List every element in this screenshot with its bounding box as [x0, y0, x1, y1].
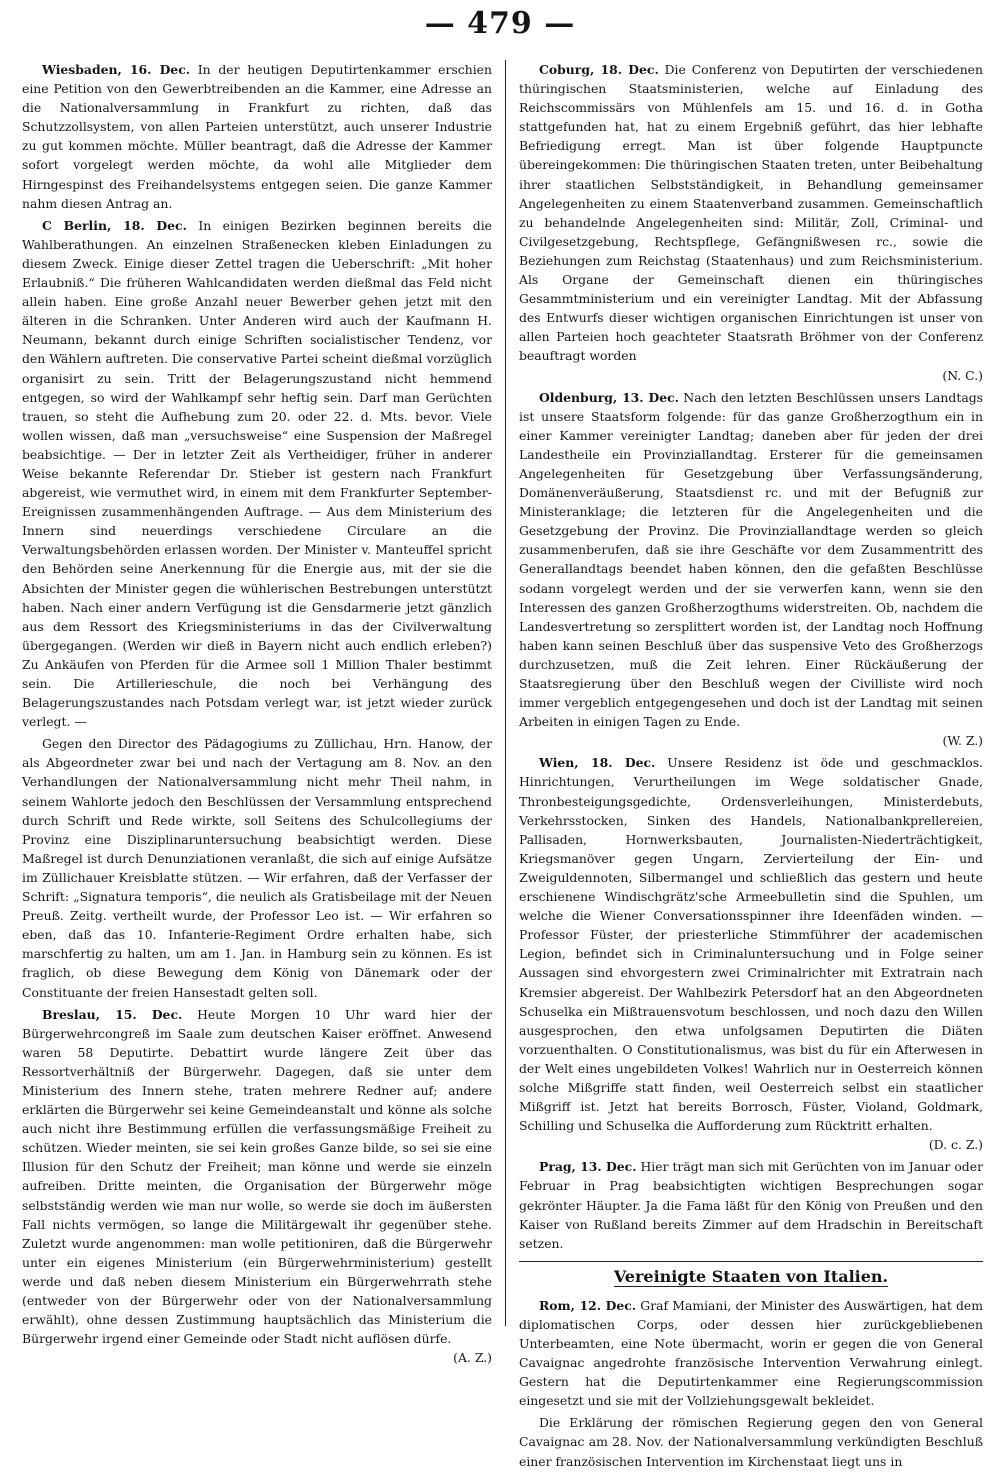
article-dateline: Wiesbaden, 16. Dec.	[42, 62, 191, 77]
article-text: In der heutigen Deputirtenkammer erschien eine Petition von den Gewerbtreibenden an die Kammer, eine Adresse an die Nationalversammlung in Frankfurt zu richten, daß das Schutzzollsystem, von allen Parteien unterstützt, auch unserer Industrie zu gut kommen möchte. Müller beantragt, daß die Adresse der Kammer sofort vorgelegt werden möchte, da wohl alle Mitglieder dem Hirngespinst des Freihandelsystems entgegen seien. Die ganze Kammer nahm diesen Antrag an.	[22, 62, 492, 211]
page-number: — 479 —	[424, 6, 576, 41]
section-heading	[519, 1261, 983, 1290]
column-divider	[505, 60, 506, 1326]
article	[519, 1413, 983, 1470]
article-source: (D. c. Z.)	[928, 1137, 983, 1153]
article	[22, 1005, 492, 1368]
right-column	[519, 60, 983, 1474]
article-source: (A. Z.)	[453, 1350, 492, 1366]
article	[22, 60, 492, 213]
article-dateline: Coburg, 18. Dec.	[539, 62, 659, 77]
article-text: Die Conferenz von Deputirten der verschiedenen thüringischen Staatsministerien, welche auf Einladung des Reichscommissärs von Mühlenfels am 15. und 16. d. in Gotha stattgefunden hat, hat zu einem Ergebniß geführt, das hier lebhafte Befriedigung erregt. Man ist über folgende Hauptpuncte übereingekommen: Die thüringischen Staaten treten, unter Beibehaltung ihrer staatlichen Selbstständigkeit, in Behandlung gemeinsamer Angelegenheiten zu einem Staatenverband zusammen. Gemeinschaftlich zu behandelnde Angelegenheiten sind: Militär, Zoll, Criminal- und Civilgesetzgebung, Rechtspflege, Gefängnißwesen rc., sowie die Beziehungen zum Reichstag (Staatenhaus) und zum Reichsministerium. Als Organe der Gemeinschaft dienen ein thüringisches Gesammtministerium und ein vereinigter Landtag. Mit der Abfassung des Entwurfs dieser wichtigen organischen Einrichtungen ist unser von allen Parteien hoch geachteter Staatsrath Bröhmer von der Conferenz beauftragt worden	[519, 62, 983, 364]
article	[22, 216, 492, 732]
article	[519, 388, 983, 751]
article	[519, 1157, 983, 1252]
article-dateline: Rom, 12. Dec.	[539, 1297, 637, 1313]
article	[519, 753, 983, 1154]
article	[22, 734, 492, 1001]
article-text: Nach den letzten Beschlüssen unsers Landtags ist unsere Staatsform folgende: für das ganze Großherzogthum ein in einer Kammer vereinigter Landtag; daneben aber für jeden der drei Landestheile ein Provinziallandtag. Ersterer für die gemeinsamen Angelegenheiten für Gesetzgebung über Verfassungsänderung, Domänenveräußerung, Staatsdienst rc. und mit der Befugniß zur Ministeranklage; die letzteren für die Angelegenheiten und die Gesetzgebung der Provinz. Die Provinziallandtage werden so gleich zusammenberufen, daß sie ihre Geschäfte vor dem Zusammentritt des Generallandtags beendet haben können, den die gefaßten Beschlüsse sodann vorgelegt werden und der sie verwerfen kann, wenn sie den Interessen des ganzen Großherzogthums widerstreiten. Ob, nachdem die Landesvertretung so zersplittert worden ist, der Landtag noch Hoffnung haben kann seinen Beschluß über das suspensive Veto des Großherzogs durchzusetzen, muß die Zeit lehren. Einer Rückäußerung der Staatsregierung über den Beschluß wegen der Civilliste wird noch immer vergeblich entgegengesehen und doch ist der Landtag mit seinen Arbeiten in einigen Tagen zu Ende.	[519, 389, 983, 730]
article-dateline: Breslau, 15. Dec.	[42, 1006, 183, 1022]
article	[519, 1296, 983, 1411]
article-dateline: Wien, 18. Dec.	[539, 755, 656, 771]
article-dateline: Oldenburg, 13. Dec.	[539, 389, 679, 405]
section-heading-text: Vereinigte Staaten von Italien.	[613, 1266, 889, 1286]
left-column	[22, 60, 492, 1370]
article-text: Graf Mamiani, der Minister des Auswärtigen, hat dem diplomatischen Corps, oder dessen hier zurückgebliebenen Unterbeamten, eine Note übermacht, worin er gegen die von General Cavaignac angedrohte französische Intervention Verwahrung einlegt. Gestern hat die Deputirtenkammer eine Regierungscommission eingesetzt und sie mit der Vollziehungsgewalt bekleidet.	[519, 1297, 983, 1409]
article-source: (N. C.)	[942, 367, 983, 383]
article-text: Gegen den Director des Pädagogiums zu Züllichau, Hrn. Hanow, der als Abgeordneter zwar bei und nach der Vertagung am 8. Nov. an den Verhandlungen der Nationalversammlung nicht mehr Theil nahm, in seinem Wahlorte jedoch den Beschlüssen der Versammlung entsprechend durch Schrift und Rede wirkte, soll Seitens des Schulcollegiums der Provinz eine Disziplinaruntersuchung beabsichtigt werden. Diese Maßregel ist durch Denunziationen veranlaßt, die sich auf einige Aufsätze im Züllichauer Kreisblatte stützen. — Wir erfahren, daß der Verfasser der Schrift: „Signatura temporis“, die neulich als Gratisbeilage mit der Neuen Preuß. Zeitg. vertheilt wurde, der Professor Leo ist. — Wir erfahren so eben, daß das 10. Infanterie-Regiment Ordre erhalten habe, sich marschfertig zu halten, um am 1. Jan. in Hamburg sein zu können. Es ist fraglich, ob diese Bewegung dem König von Dänemark oder der Constituante der freien Hansestadt gelten soll.	[22, 736, 492, 1000]
article	[519, 60, 983, 385]
article-dateline: C Berlin, 18. Dec.	[42, 217, 187, 233]
article-text: In einigen Bezirken beginnen bereits die Wahlberathungen. An einzelnen Straßenecken kleben Einladungen zu diesem Zweck. Einige dieser Zettel tragen die Ueberschrift: „Mit hoher Erlaubniß.“ Die früheren Wahlcandidaten werden dießmal das Feld nicht allein haben. Eine große Anzahl neuer Bewerber gehen jetzt mit den älteren in die Schranken. Unter Anderen wird auch der Kaufmann H. Neumann, bekannt durch einige Schriften socialistischer Tendenz, vor den Wählern auftreten. Die conservative Partei scheint dießmal vorzüglich organisirt zu sein. Tritt der Belagerungszustand nicht hemmend entgegen, so wird der Wahlkampf sehr heftig sein. Darf man Gerüchten trauen, so steht die Aufhebung zum 20. oder 22. d. Mts. bevor. Viele wollen wissen, daß man „versuchsweise“ eine Suspension der Maßregel beabsichtige. — Der in letzter Zeit als Vertheidiger, früher in anderer Weise bekannte Referendar Dr. Stieber ist gestern nach Frankfurt abgereist, wie vermuthet wird, in einem mit dem Frankfurter September-Ereignissen zusammenhängenden Auftrage. — Aus dem Ministerium des Innern sind neuerdings verschiedene Circulare an die Verwaltungsbehörden erlassen worden. Der Minister v. Manteuffel spricht den Behörden seine Anerkennung für die Energie aus, mit der sie die Absichten der Minister gegen die wühlerischen Bestrebungen unterstützt haben. Nach einer andern Verfügung ist die Gensdarmerie jetzt gänzlich aus dem Ressort des Kriegsministeriums in das der Civilverwaltung übergegangen. (Werden wir dieß in Bayern nicht auch endlich erleben?) Zu Ankäufen von Pferden für die Armee soll 1 Million Thaler bestimmt sein. Die Artillerieschule, die noch bei Verhängung des Belagerungszustandes nach Potsdam verlegt war, ist jetzt wieder zurück verlegt. —	[22, 217, 492, 730]
article-text: Die Erklärung der römischen Regierung gegen den von General Cavaignac am 28. Nov. der Nationalversammlung verkündigten Beschluß einer französischen Intervention im Kirchenstaat liegt uns in	[519, 1415, 983, 1469]
article-text: Hier trägt man sich mit Gerüchten von im Januar oder Februar in Prag beabsichtigten wichtigen Besprechungen sogar gekrönter Häupter. Ja die Fama läßt für den König von Preußen und den Kaiser von Rußland bereits Zimmer auf dem Hradschin in Bereitschaft setzen.	[519, 1159, 983, 1251]
article-text: Unsere Residenz ist öde und geschmacklos. Hinrichtungen, Verurtheilungen im Wege soldatischer Gnade, Thronbesteigungsgedichte, Ordensverleihungen, Ministerdebuts, Verkehrsstocken, Sinken des Handels, Nationalbankprellereien, Pallisaden, Hornwerksbauten, Journalisten-Niederträchtigkeit, Kriegsmanöver gegen Ungarn, Zervierteilung der Ein- und Zweiguldennoten, Silbermangel und schließlich das gestern und heute erschienene Windischgrätz'sche Armeebulletin sind die Spuhlen, um welche die Wiener Conversationsspinner ihre Ideenfäden winden. — Professor Füster, der priesterliche Stimmführer der academischen Legion, befindet sich in Criminaluntersuchung und in Folge seiner Aussagen sind ehvorgestern zwei Criminalrichter mit Extratrain nach Kremsier abgereist. Der Wahlbezirk Petersdorf hat an den Abgeordneten Schuselka ein Mißtrauensvotum beschlossen, und noch dazu den Willen ausgesprochen, den etwa unfolgsamen Deputirten die Diäten vorzuenthalten. O Constitutionalismus, was bist du für ein Afterwesen in der Welt eines ungebildeten Volkes! Wahrlich nur in Oesterreich können solche Mißgriffe statt finden, weil Oesterreich selbst ein staatlicher Mißgriff ist. Jetzt hat bereits Borrosch, Füster, Violand, Goldmark, Schilling und Schuselka die Aufforderung zum Rücktritt erhalten.	[519, 755, 983, 1134]
article-dateline: Prag, 13. Dec.	[539, 1159, 637, 1175]
article-source: (W. Z.)	[942, 733, 983, 749]
article-text: Heute Morgen 10 Uhr ward hier der Bürgerwehrcongreß im Saale zum deutschen Kaiser eröffnet. Anwesend waren 58 Deputirte. Debattirt wurde längere Zeit über das Ressortverhältniß der Bürgerwehr. Dagegen, daß sie unter dem Ministerium des Innern stehe, traten mehrere Redner auf; andere erklärten die Bürgerwehr sei keine Gemeindeanstalt und könne als solche auch nicht ihre Bestimmung erfüllen die verfassungsmäßige Freiheit zu schützen. Wieder meinten, sie sei kein großes Ganze bilde, so sei sie eine Illusion für den Schutz der Freiheit; man könne und werde sie einzeln aufreiben. Dritte meinten, die Organisation der Bürgerwehr möge selbstständig werden wie man nur wolle, so werde sie doch im äußersten Fall nichts vermögen, so lange die Militärgewalt ihr gegenüber stehe. Zuletzt wurde angenommen: man wolle petitioniren, daß die Bürgerwehr unter ein eigenes Ministerium (ein Bürgerwehrministerium) gestellt werde und daß neben diesem Ministerium ein Bürgerwehrrath stehe (entweder von der Bürgerwehr oder von der Nationalversammlung erwählt), ohne dessen Zustimmung hauptsächlich das Ministerium die Bürgerwehr irgend einer Gemeinde oder Stadt nicht auflösen dürfe.	[22, 1006, 492, 1347]
